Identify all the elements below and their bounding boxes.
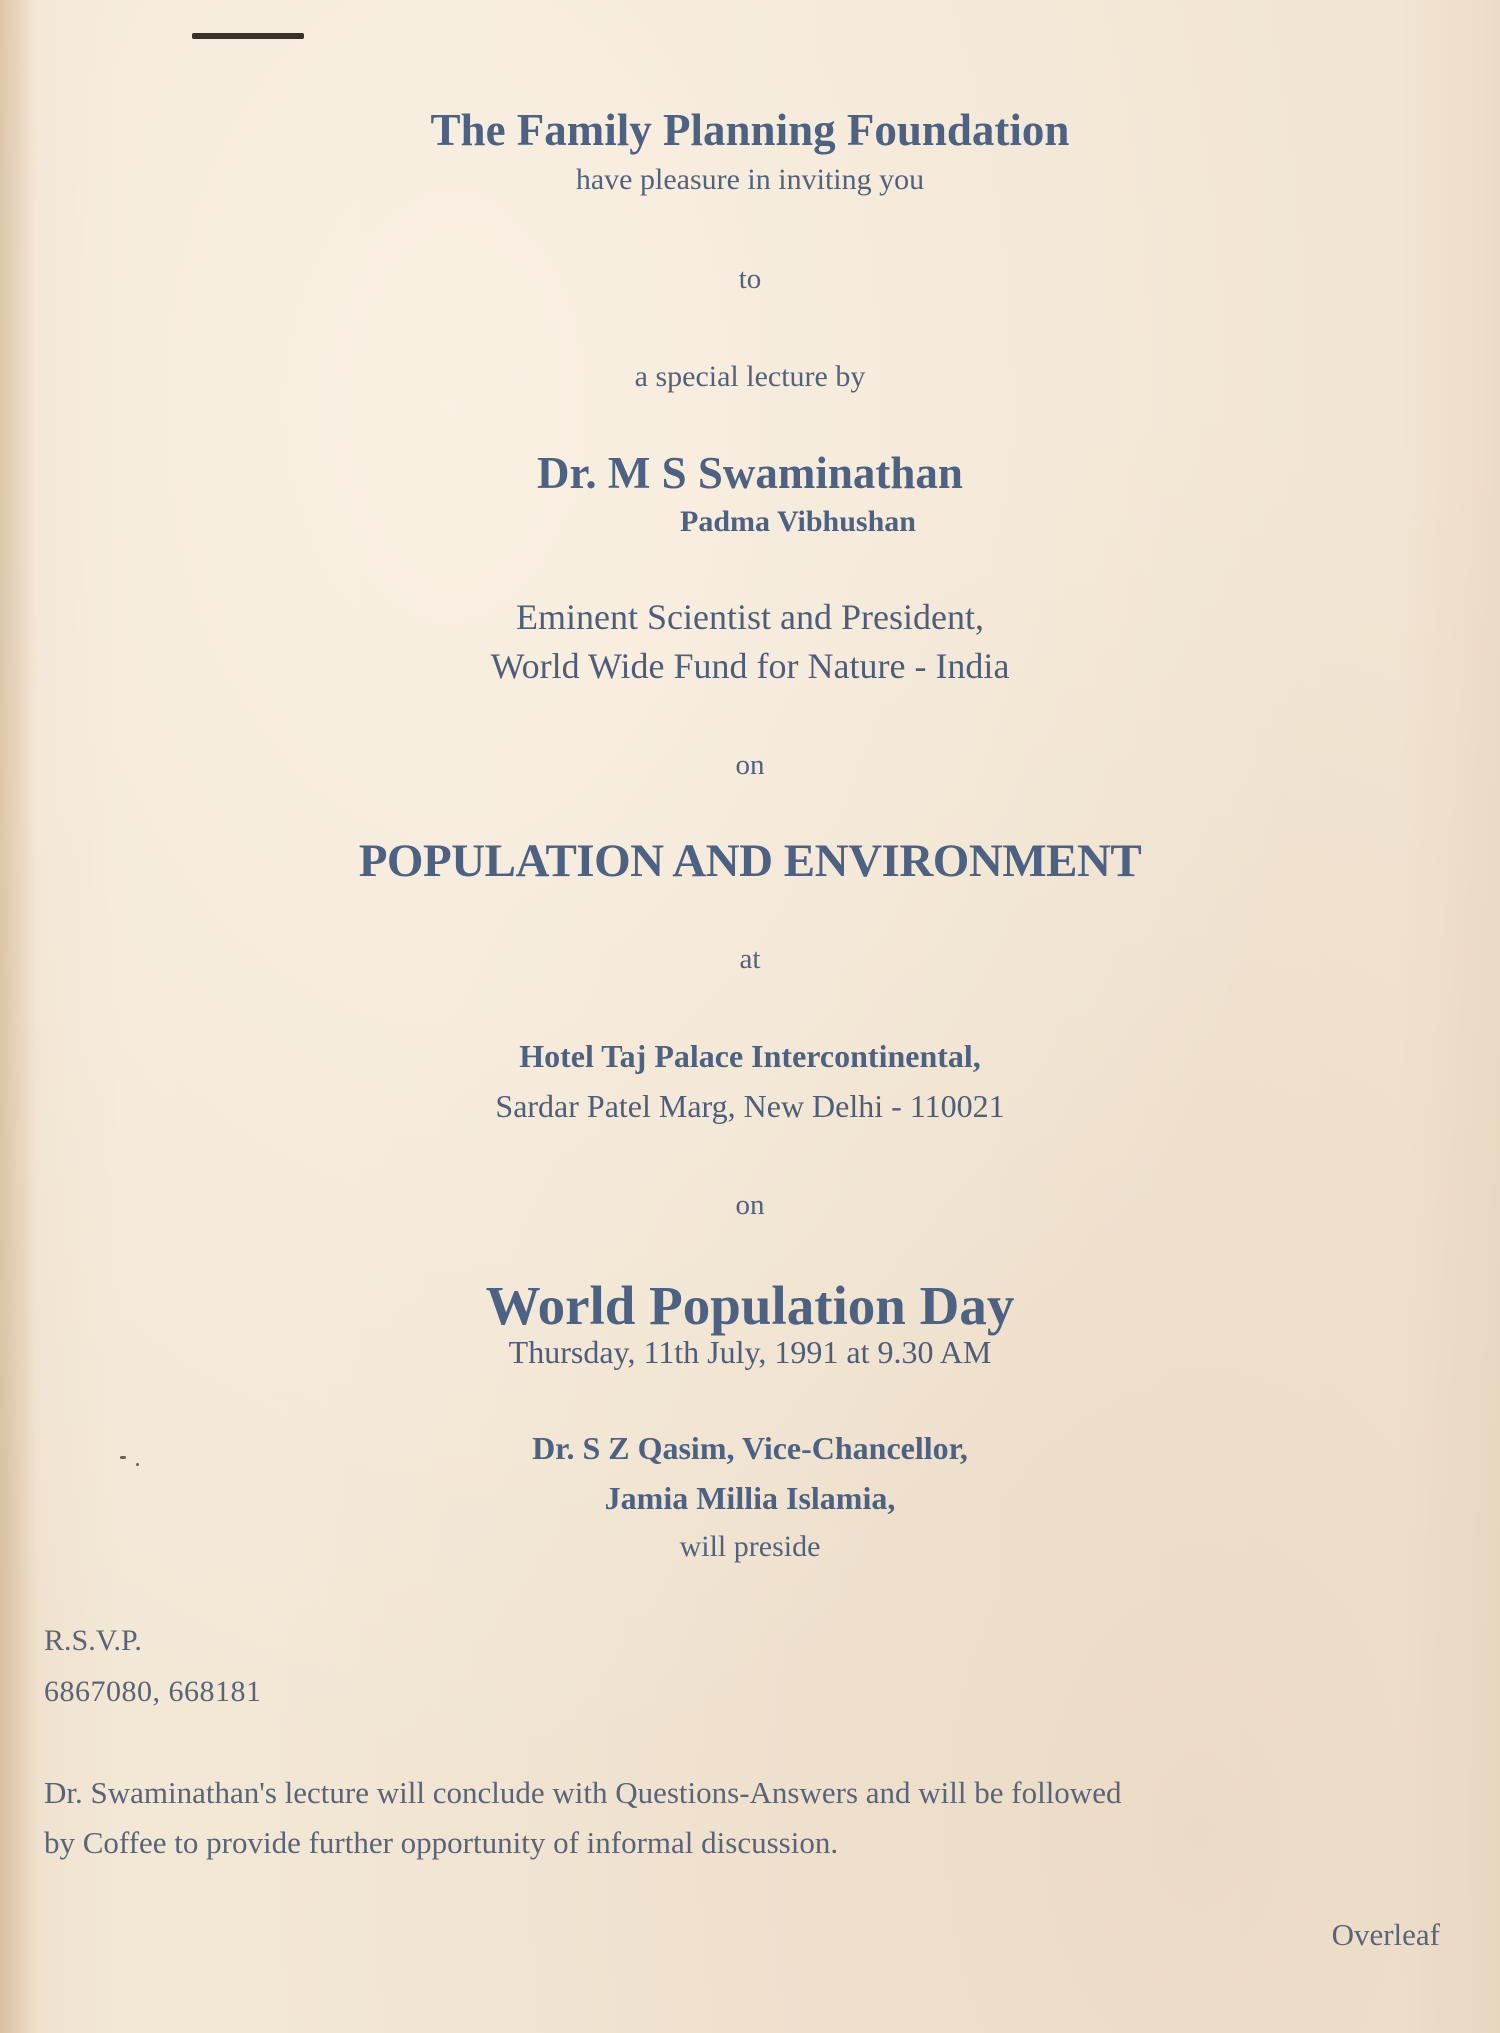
closing-note-line2: by Coffee to provide further opportunity of informal discussion. xyxy=(44,1825,839,1860)
lecture-topic: POPULATION AND ENVIRONMENT xyxy=(358,835,1142,887)
paper-edge-shadow xyxy=(0,0,36,2033)
presiding-line3: will preside xyxy=(679,1530,821,1563)
connector-to: to xyxy=(738,263,762,295)
lecture-intro: a special lecture by xyxy=(634,360,866,393)
event-name: World Population Day xyxy=(485,1275,1015,1336)
speaker-honour: Padma Vibhushan xyxy=(680,505,916,538)
event-datetime: Thursday, 11th July, 1991 at 9.30 AM xyxy=(508,1334,992,1370)
connector-at: at xyxy=(739,943,761,975)
closing-note-line1: Dr. Swaminathan's lecture will conclude with Questions-Answers and will be followed xyxy=(44,1775,1122,1810)
speaker-name: Dr. M S Swaminathan xyxy=(537,448,963,498)
organization-title: The Family Planning Foundation xyxy=(430,105,1070,155)
presiding-line2: Jamia Millia Islamia, xyxy=(604,1480,896,1516)
overleaf-label: Overleaf xyxy=(1331,1917,1440,1952)
rsvp-label: R.S.V.P. xyxy=(44,1624,142,1657)
venue-line2: Sardar Patel Marg, New Delhi - 110021 xyxy=(495,1088,1005,1124)
venue-line1: Hotel Taj Palace Intercontinental, xyxy=(519,1038,981,1074)
speaker-role-line1: Eminent Scientist and President, xyxy=(516,597,984,637)
closing-note xyxy=(44,1768,1464,1868)
connector-on-topic: on xyxy=(735,749,765,781)
rsvp-phones: 6867080, 668181 xyxy=(44,1675,262,1708)
invitation-line: have pleasure in inviting you xyxy=(575,163,925,196)
ink-mark xyxy=(192,33,304,39)
presiding-line1: Dr. S Z Qasim, Vice-Chancellor, xyxy=(532,1430,968,1466)
connector-on-date: on xyxy=(735,1189,765,1221)
speaker-role-line2: World Wide Fund for Nature - India xyxy=(490,646,1010,686)
